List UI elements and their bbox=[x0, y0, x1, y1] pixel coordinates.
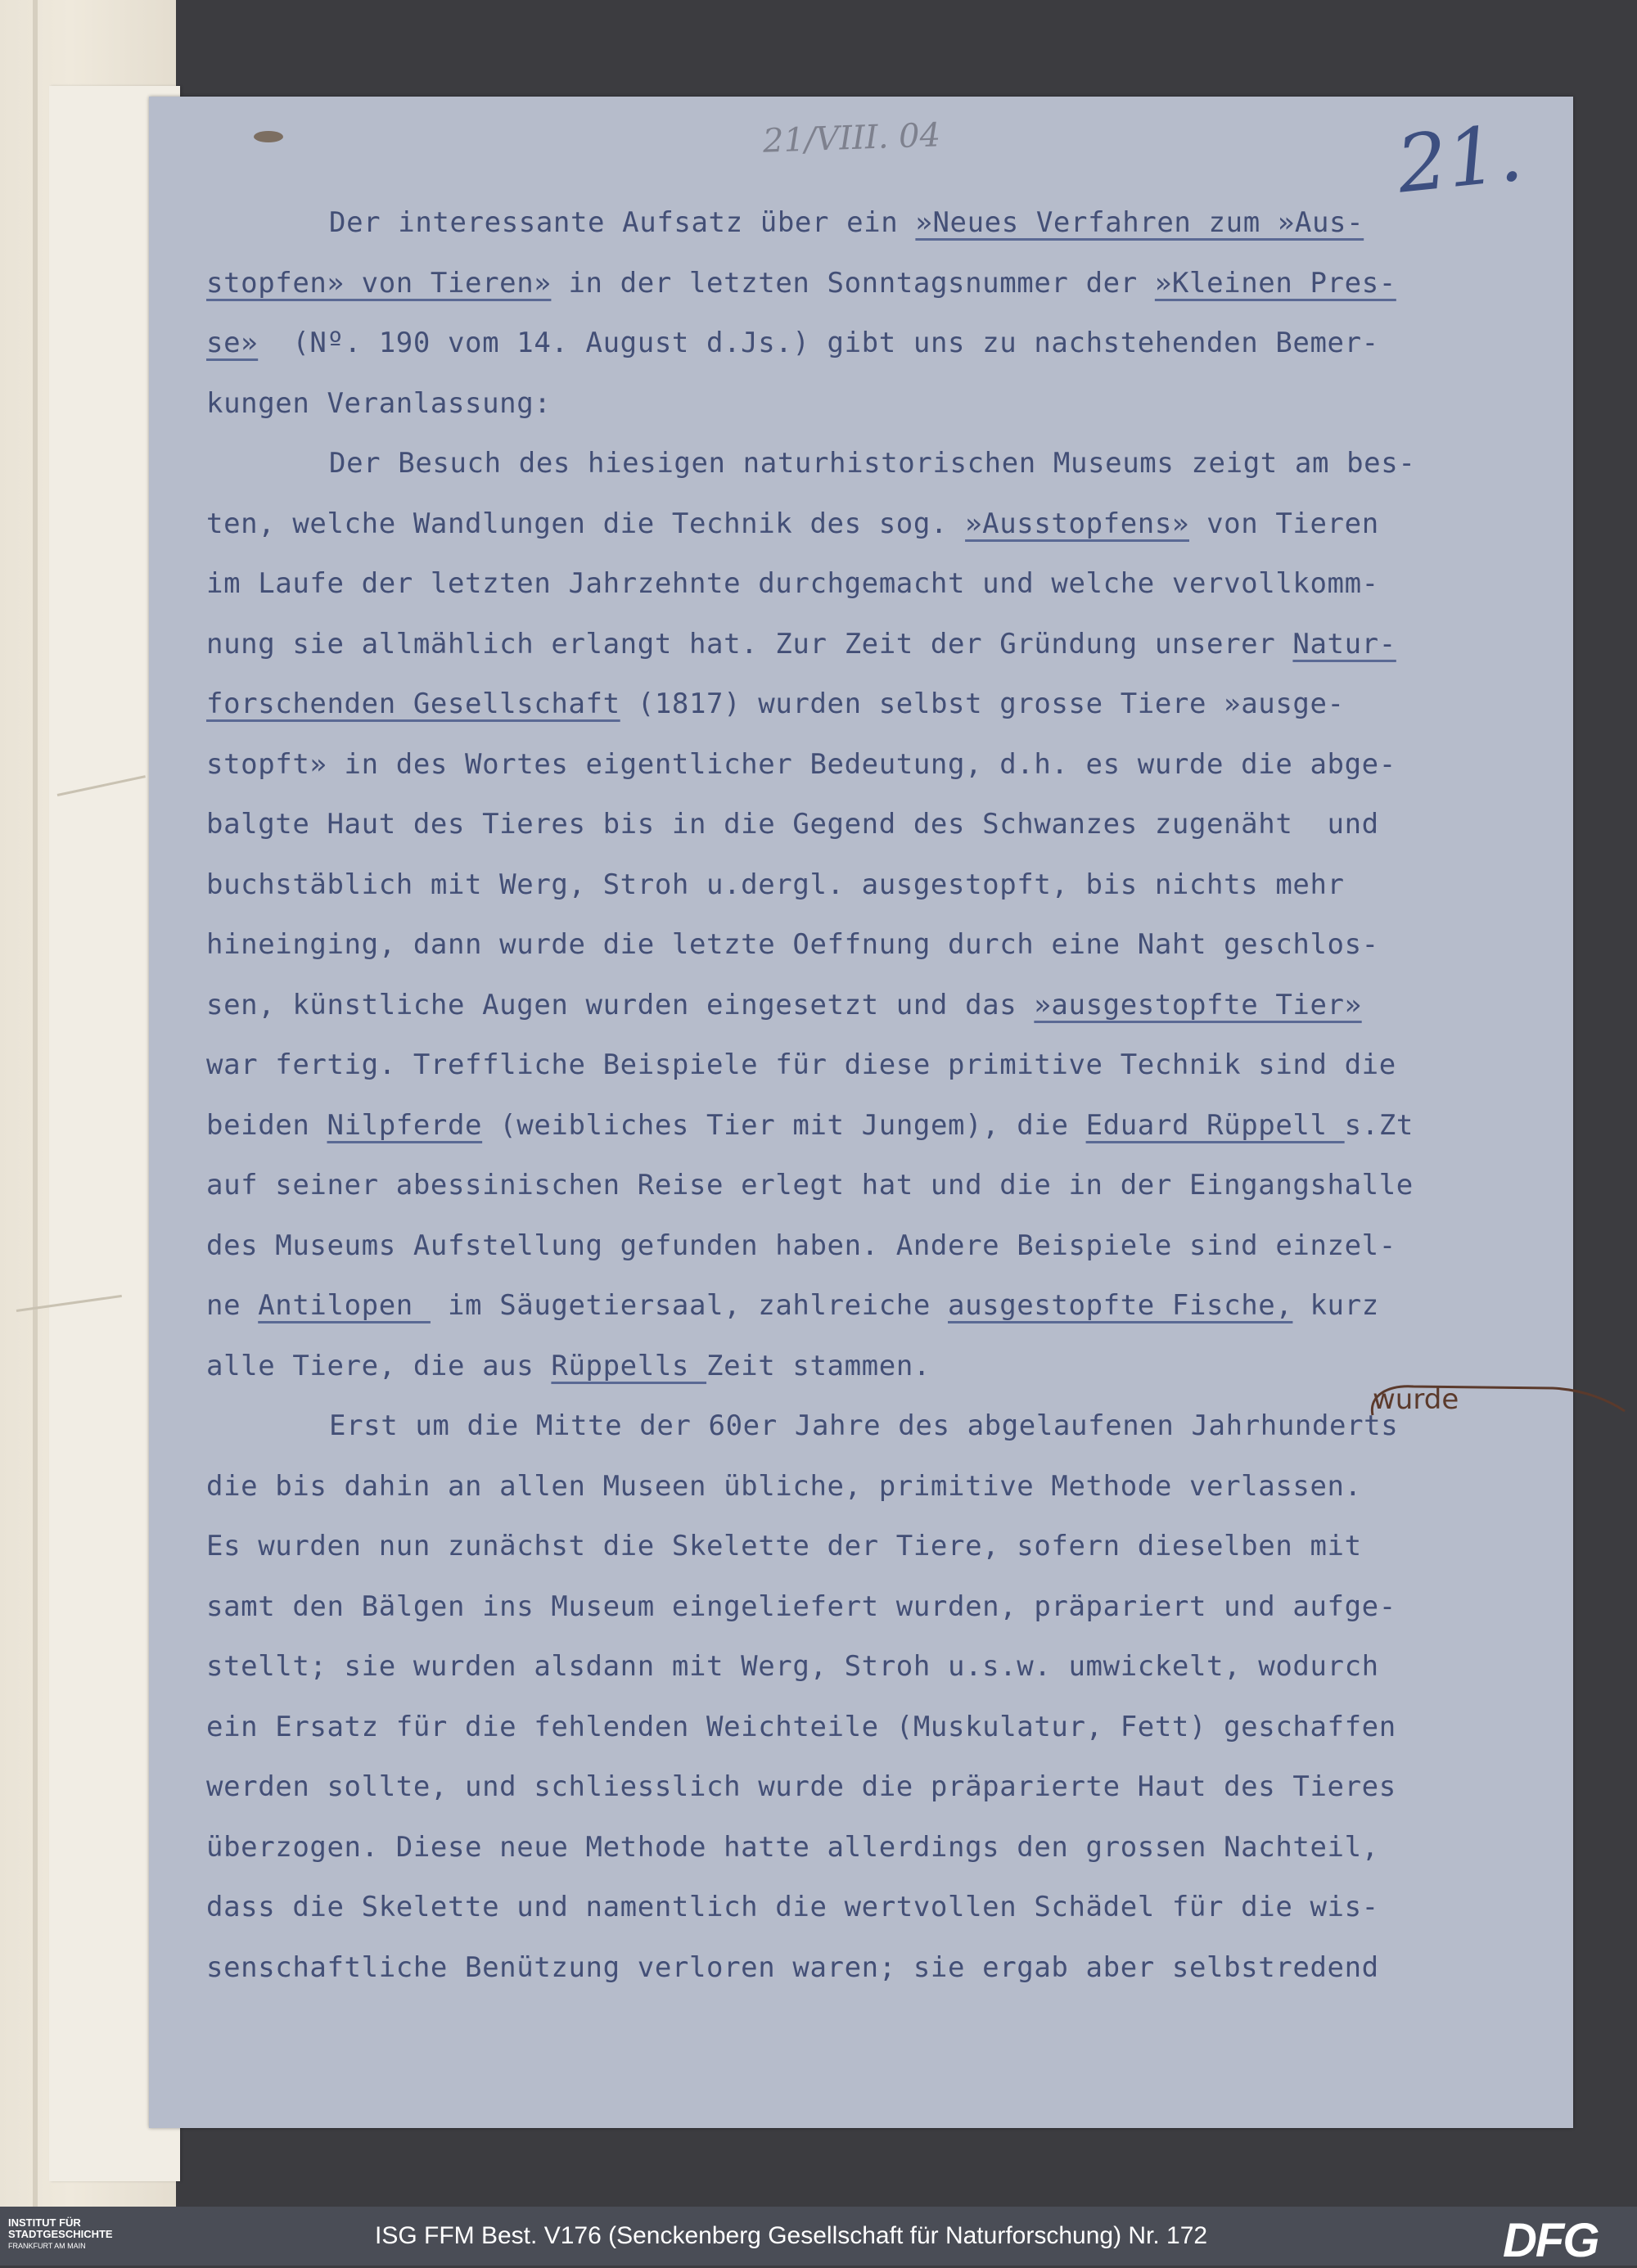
text-line bbox=[206, 674, 1549, 735]
text-line bbox=[206, 976, 1549, 1036]
text-segment: Der interessante Aufsatz über ein bbox=[329, 206, 916, 239]
underlined-text: Antilopen bbox=[258, 1289, 431, 1322]
text-segment: die bis dahin an allen Museen übliche, primitive Methode verlassen. bbox=[206, 1469, 1362, 1503]
text-segment: Der Besuch des hiesigen naturhistorischen Museums zeigt am bes- bbox=[329, 447, 1416, 480]
text-line bbox=[206, 1156, 1549, 1216]
text-segment: alle Tiere, die aus bbox=[206, 1349, 552, 1382]
typed-text-body bbox=[206, 193, 1549, 1998]
text-segment: in der letzten Sonntagsnummer der bbox=[551, 266, 1155, 300]
underlined-text: Natur- bbox=[1292, 627, 1396, 661]
text-line bbox=[206, 1396, 1549, 1457]
text-line bbox=[206, 915, 1549, 976]
text-line bbox=[206, 434, 1549, 494]
handwritten-page-number: 21. bbox=[1392, 106, 1527, 211]
text-segment: stellt; sie wurden alsdann mit Werg, Stroh u.s.w. umwickelt, wodurch bbox=[206, 1650, 1379, 1683]
text-line bbox=[206, 1818, 1549, 1878]
text-segment: werden sollte, und schliesslich wurde die präparierte Haut des Tieres bbox=[206, 1770, 1396, 1803]
text-line bbox=[206, 494, 1549, 555]
folder-edge bbox=[33, 0, 38, 2210]
text-line bbox=[206, 855, 1549, 916]
text-line bbox=[206, 1517, 1549, 1577]
text-line bbox=[206, 1216, 1549, 1277]
text-segment: kurz bbox=[1292, 1289, 1379, 1322]
text-line bbox=[206, 254, 1549, 314]
text-line bbox=[206, 1337, 1549, 1397]
text-line bbox=[206, 1457, 1549, 1517]
text-line bbox=[206, 795, 1549, 855]
institute-line: STADTGESCHICHTE bbox=[8, 2228, 113, 2240]
text-segment: auf seiner abessinischen Reise erlegt hat und die in der Eingangshalle bbox=[206, 1169, 1414, 1202]
handwritten-insertion: wurde bbox=[1373, 1383, 1459, 1416]
underlined-text: Eduard Rüppell bbox=[1085, 1108, 1345, 1142]
text-line bbox=[206, 1878, 1549, 1938]
text-segment: (weibliches Tier mit Jungem), die bbox=[482, 1108, 1086, 1142]
text-segment: (1817) wurden selbst grosse Tiere »ausge- bbox=[620, 688, 1345, 720]
text-segment: (Nº. 190 vom 14. August d.Js.) gibt uns zu nachstehenden Bemer- bbox=[258, 327, 1379, 359]
underlined-text: Nilpferde bbox=[327, 1108, 483, 1142]
footer-bar bbox=[0, 2207, 1637, 2266]
text-segment: von Tieren bbox=[1189, 507, 1379, 540]
text-line bbox=[206, 1276, 1549, 1337]
text-line bbox=[206, 615, 1549, 675]
underlined-text: se» bbox=[206, 327, 259, 359]
text-segment: Erst um die Mitte der 60er Jahre des abgelaufenen Jahrhunderts bbox=[329, 1409, 1399, 1442]
text-line bbox=[206, 1035, 1549, 1096]
dfg-logo: DFG bbox=[1503, 2214, 1599, 2267]
text-line bbox=[206, 1637, 1549, 1698]
underlined-text: forschenden Gesellschaft bbox=[206, 688, 620, 720]
text-segment: kungen Veranlassung: bbox=[206, 386, 552, 420]
text-segment: hineinging, dann wurde die letzte Oeffnung durch eine Naht geschlos- bbox=[206, 928, 1379, 961]
text-segment: im Laufe der letzten Jahrzehnte durchgemacht und welche vervollkomm- bbox=[206, 567, 1379, 600]
text-segment: überzogen. Diese neue Methode hatte allerdings den grossen Nachteil, bbox=[206, 1830, 1379, 1864]
text-segment: ne bbox=[206, 1289, 259, 1322]
text-segment: dass die Skelette und namentlich die wertvollen Schädel für die wis- bbox=[206, 1891, 1379, 1923]
underlined-text: Rüppells bbox=[551, 1349, 707, 1382]
institute-logo-text bbox=[8, 2217, 172, 2252]
text-segment: s.Zt bbox=[1344, 1108, 1414, 1142]
institute-city: FRANKFURT AM MAIN bbox=[8, 2242, 86, 2250]
text-segment: Es wurden nun zunächst die Skelette der Tiere, sofern dieselben mit bbox=[206, 1530, 1362, 1562]
typed-page bbox=[149, 97, 1573, 2128]
handwritten-date: 21/VIII. 04 bbox=[762, 116, 941, 160]
text-segment: war fertig. Treffliche Beispiele für diese primitive Technik sind die bbox=[206, 1048, 1396, 1081]
text-segment: Zeit stammen. bbox=[706, 1349, 931, 1382]
text-segment: buchstäblich mit Werg, Stroh u.dergl. ausgestopft, bis nichts mehr bbox=[206, 868, 1345, 901]
text-segment: samt den Bälgen ins Museum eingeliefert wurden, präpariert und aufge- bbox=[206, 1589, 1396, 1623]
underlined-text: »ausgestopfte Tier» bbox=[1034, 988, 1362, 1021]
text-line bbox=[206, 1938, 1549, 1999]
text-line bbox=[206, 313, 1549, 374]
underlined-text: »Ausstopfens» bbox=[965, 507, 1189, 540]
institute-line: INSTITUT FÜR bbox=[8, 2216, 81, 2229]
text-segment: des Museums Aufstellung gefunden haben. Andere Beispiele sind einzel- bbox=[206, 1229, 1396, 1262]
text-segment: stopft» in des Wortes eigentlicher Bedeutung, d.h. es wurde die abge- bbox=[206, 747, 1396, 781]
text-line bbox=[206, 1698, 1549, 1758]
text-segment: balgte Haut des Tieres bis in die Gegend des Schwanzes zugenäht und bbox=[206, 808, 1379, 841]
text-line bbox=[206, 1757, 1549, 1818]
archive-caption: ISG FFM Best. V176 (Senckenberg Gesellschaft für Naturforschung) Nr. 172 bbox=[375, 2222, 1208, 2249]
text-line bbox=[206, 193, 1549, 254]
underlined-text: stopfen» von Tieren» bbox=[206, 266, 552, 300]
underlined-text: »Neues Verfahren zum »Aus- bbox=[915, 206, 1364, 239]
text-segment: senschaftliche Benützung verloren waren; sie ergab aber selbstredend bbox=[206, 1950, 1379, 1984]
text-segment: nung sie allmählich erlangt hat. Zur Zeit der Gründung unserer bbox=[206, 627, 1293, 661]
ink-stain bbox=[254, 131, 283, 142]
underlined-text: ausgestopfte Fische, bbox=[948, 1289, 1293, 1322]
text-line bbox=[206, 1577, 1549, 1638]
text-segment: ein Ersatz für die fehlenden Weichteile (Muskulatur, Fett) geschaffen bbox=[206, 1710, 1396, 1743]
text-segment: sen, künstliche Augen wurden eingesetzt und das bbox=[206, 988, 1035, 1021]
text-line bbox=[206, 1096, 1549, 1157]
text-line bbox=[206, 735, 1549, 796]
text-segment: ten, welche Wandlungen die Technik des sog. bbox=[206, 507, 966, 540]
text-segment: beiden bbox=[206, 1108, 327, 1142]
text-segment: im Säugetiersaal, zahlreiche bbox=[430, 1289, 949, 1322]
text-line bbox=[206, 554, 1549, 615]
text-line bbox=[206, 374, 1549, 435]
underlined-text: »Kleinen Pres- bbox=[1154, 266, 1396, 300]
